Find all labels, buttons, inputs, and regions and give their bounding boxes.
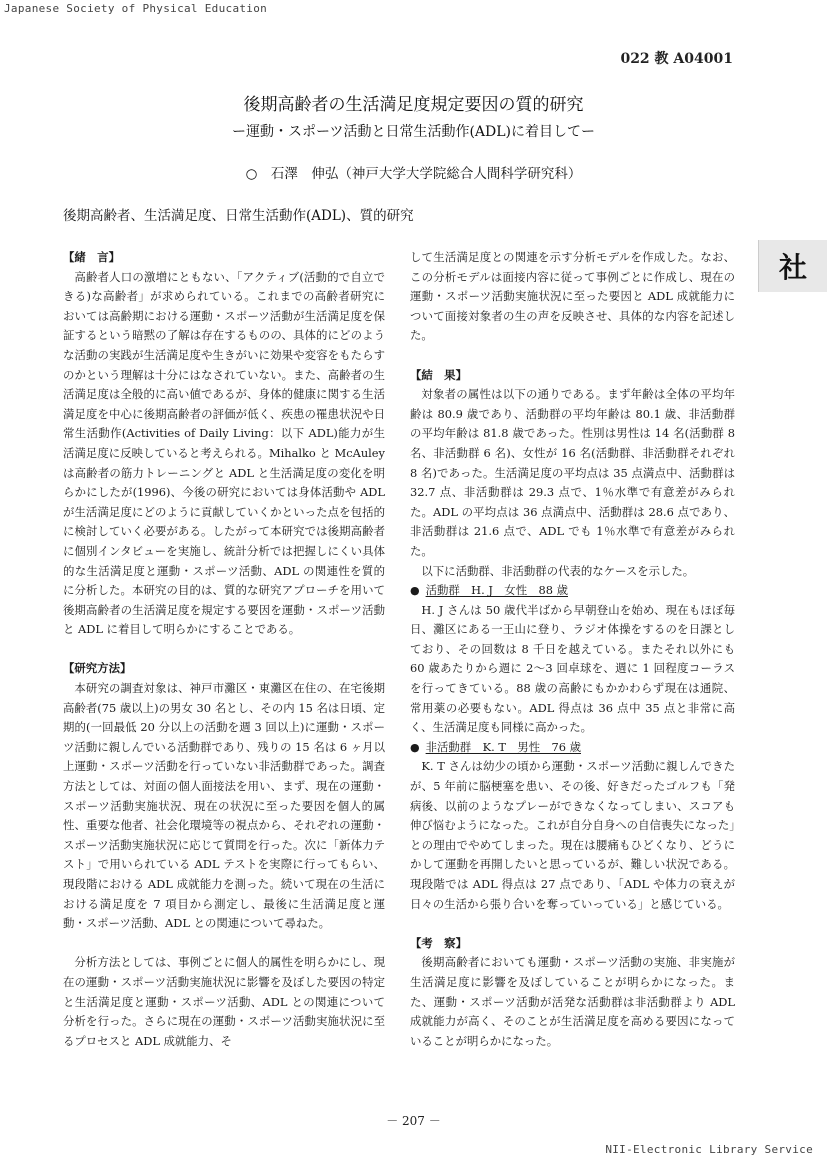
discussion-heading: 【考 察】: [410, 935, 467, 950]
methods-heading: 【研究方法】: [63, 661, 132, 676]
intro-paragraph: 高齢者人口の激増にともない、「アクティブ(活動的で自立できる)な高齢者」が求められている。これまでの高齢者研究においては高齢期における運動・スポーツ活動が生活満足度を保証するという暗黙の了解は存在するものの、具体的にどのような活動の実践が生活満足度や生きがいに効果や変容をもたらすのかという理解は十分にはなされていない。また、高齢者の生活満足度は全般的に高い値であるが、身体的健康に関する生活満足度を中心に後期高齢者の評価が低く、疾患の罹患状況や日常生活動作(Activities of Daily Living：以下 ADL)能力が生活満足度に反映していると考えられる。Mihalko と McAuley は高齢者の筋力トレーニングと ADL と生活満足度の変化を明らかにしたが(1996)、今後の研究においては身体活動や ADL が生活満足度にどのように貢献していくかといった点を包括的に検討していく必要がある。したがって本研究では後期高齢者に個別インタビューを実施し、統計分析では把握しにくい具体的な生活満足度と運動・スポーツ活動、ADL の関連性を質的に分析した。本研究の目的は、質的な研究アプローチを用いて後期高齢者の生活満足度を規定する要因を運動・スポーツ活動と ADL に着目して明らかにすることである。: [63, 269, 385, 637]
author-line: ○ 石澤 伸弘（神戸大学大学院総合人間科学研究科）: [245, 166, 582, 182]
case-2-heading: [410, 738, 735, 758]
page-number: － 207 －: [386, 1114, 441, 1128]
paper-code: 022 教 A04001: [620, 51, 733, 67]
case-1-title: 活動群 H. J 女性 88 歳: [425, 583, 568, 598]
paper-title: 後期高齢者の生活満足度規定要因の質的研究: [243, 95, 584, 115]
intro-heading: 【緒 言】: [63, 250, 120, 264]
results-heading: 【結 果】: [410, 367, 467, 382]
society-header: Japanese Society of Physical Education: [4, 2, 268, 15]
left-column: [63, 248, 385, 1051]
bullet-icon: ●: [410, 584, 420, 598]
methods-continued: して生活満足度との関連を示す分析モデルを作成した。なお、この分析モデルは面接内容に従って事例ごとに作成し、現在の運動・スポーツ活動実施状況に至った要因と ADL 成就能力について面接対象者の生の声を反映させ、具体的な内容を記述した。: [410, 250, 735, 343]
library-footer: NII-Electronic Library Service: [605, 1143, 813, 1156]
keywords-line: 後期高齢者、生活満足度、日常生活動作(ADL)、質的研究: [63, 208, 414, 224]
case-1-heading: [410, 581, 735, 601]
case-2-paragraph: K. T さんは幼少の頃から運動・スポーツ活動に親しんできたが、5 年前に脳梗塞を患い、その後、好きだったゴルフも「発病後、以前のようなプレーができなくなってしまい、スコアも伸び悩むようになった。これが自分自身への自信喪失になった」との理由でやめてしまった。現在は腰痛もひどくなり、どうにかして運動を再開したいと思っているが、難しい状況である。現段階では ADL 得点は 27 点であり、「ADL や体力の衰えが日々の生活から張り合いを奪っていっている」と感じている。: [410, 759, 735, 911]
methods-paragraph-2: 分析方法としては、事例ごとに個人的属性を明らかにし、現在の運動・スポーツ活動実施状況に影響を及ぼした要因の特定と生活満足度と運動・スポーツ活動、ADL との関連について分析を行った。さらに現在の運動・スポーツ活動実施状況に至るプロセスと ADL 成就能力、そ: [63, 955, 385, 1048]
section-tab: 社: [758, 240, 827, 292]
results-paragraph-2: 以下に活動群、非活動群の代表的なケースを示した。: [421, 563, 695, 578]
paper-subtitle: ー運動・スポーツ活動と日常生活動作(ADL)に着目してー: [232, 124, 595, 140]
case-2-title: 非活動群 K. T 男性 76 歳: [425, 739, 581, 754]
results-paragraph-1: 対象者の属性は以下の通りである。まず年齢は全体の平均年齢は 80.9 歳であり、活動群の平均年齢は 80.1 歳、非活動群の平均年齢は 81.8 歳であった。性別は男性は 14 名(活動群 8 名、非活動群 6 名)、女性が 16 名(活動群、非活動群それぞれ 8 名)であった。生活満足度の平均点は 35 点満点中、活動群は 32.7 点、非活動群は 29.3 点で、1％水準で有意差がみられた。ADL の平均点は 36 点満点中、活動群は 28.6 点であり、非活動群は 21.6 点で、ADL でも 1％水準で有意差がみられた。: [410, 387, 735, 558]
discussion-paragraph: 後期高齢者においても運動・スポーツ活動の実施、非実施が生活満足度に影響を及ぼしていることが明らかになった。また、運動・スポーツ活動が活発な活動群は非活動群より ADL 成就能力が高く、そのことが生活満足度を高める要因になっていることが明らかになった。: [410, 955, 735, 1048]
methods-paragraph-1: 本研究の調査対象は、神戸市灘区・東灘区在住の、在宅後期高齢者(75 歳以上)の男女 30 名とし、その内 15 名は日頃、定期的(一回最低 20 分以上の活動を週 3 回以上)に運動・スポーツ活動に親しんでいる活動群であり、残りの 15 名は 6 ヶ月以上運動・スポーツ活動を行っていない非活動群であった。調査方法としては、対面の個人面接法を用い、まず、現在の運動・スポーツ活動実施状況、現在の状況に至った要因を個人的属性、重要な他者、社会化環境等の視点から、それぞれの運動・スポーツ活動実施状況に応じて質問を行った。次に「新体力テスト」で用いられている ADL テストを実際に行ってもらい、現段階における ADL 成就能力を測った。続いて現在の生活における満足度を 7 項目から測定し、最後に生活満足度と運動・スポーツ活動、ADL との関連について尋ねた。: [63, 681, 385, 931]
case-1-paragraph: H. J さんは 50 歳代半ばから早朝登山を始め、現在もほぼ毎日、灘区にある一王山に登り、ラジオ体操をするのを日課としており、その回数は 8 千日を越えている。またそれ以外にも 60 歳あたりから週に 2～3 回卓球を、週に 1 回程度コーラスを行ってきている。88 歳の高齢にもかかわらず現在は通院、常用薬の必要もない。ADL 得点は 36 点中 35 点と非常に高く、生活満足度も同様に高かった。: [410, 602, 735, 735]
right-column: [410, 248, 735, 1051]
bullet-icon: ●: [410, 740, 420, 754]
